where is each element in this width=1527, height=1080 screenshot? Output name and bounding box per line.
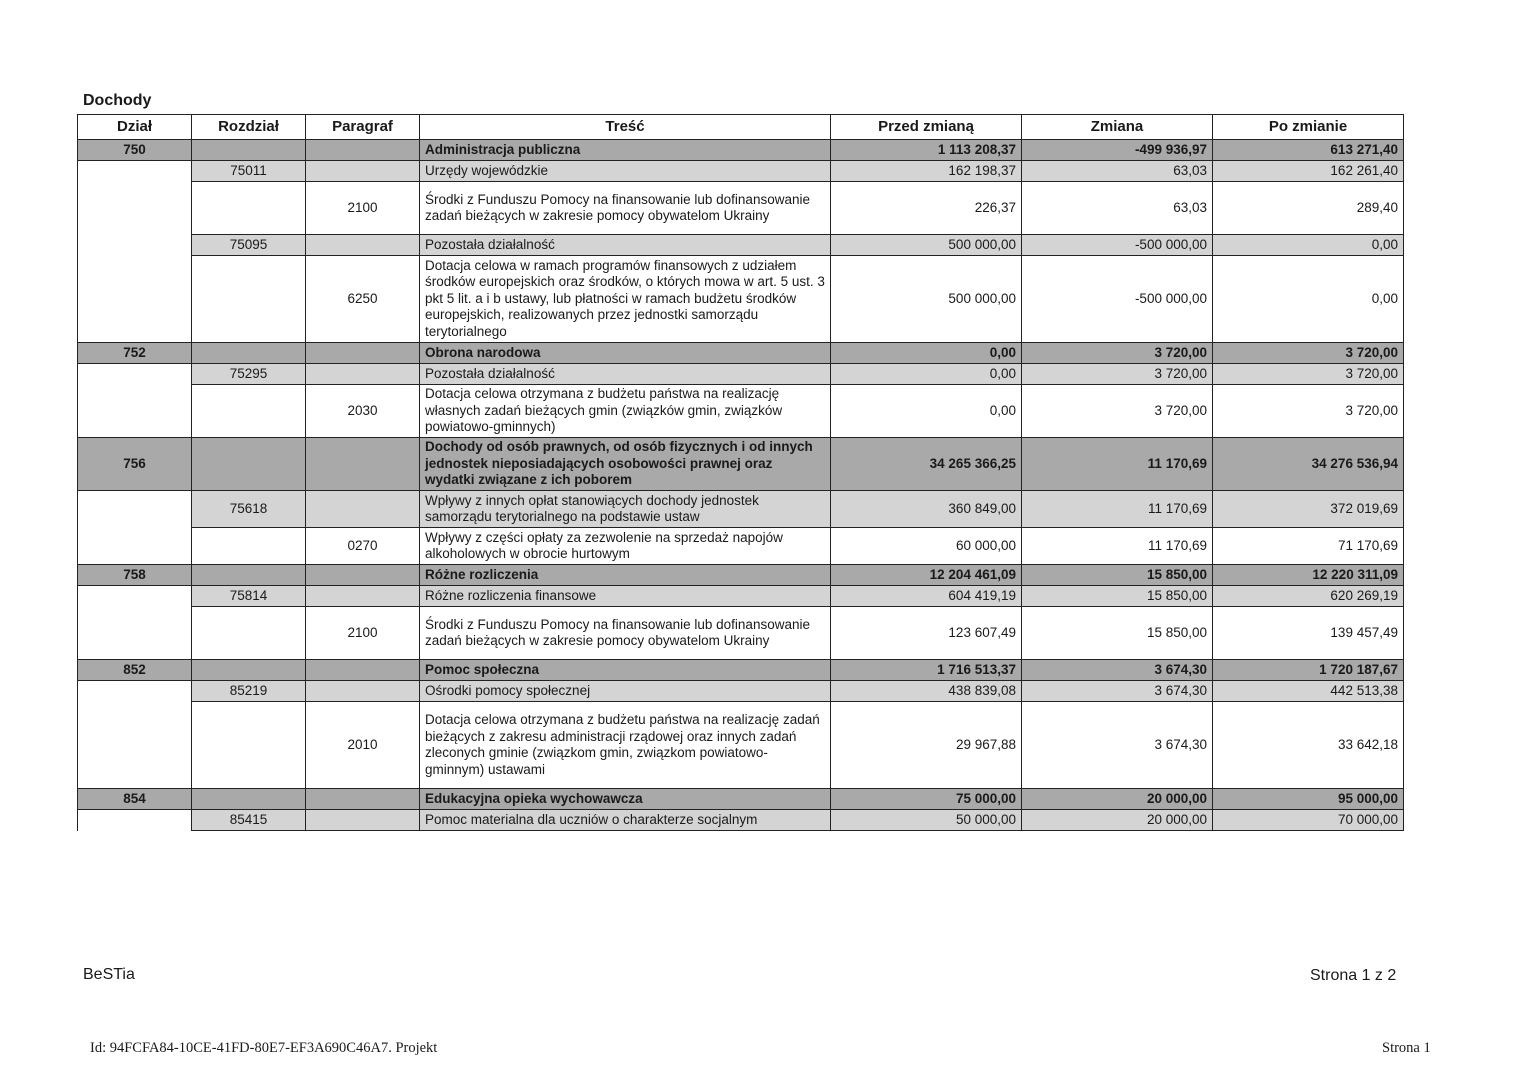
table-body bbox=[78, 140, 1404, 831]
cell-przed-zmiana: 162 198,37 bbox=[831, 161, 1022, 182]
column-header-przed-zmiana: Przed zmianą bbox=[831, 115, 1022, 140]
cell-rozdzial bbox=[192, 256, 306, 343]
column-header-dzial: Dział bbox=[78, 115, 192, 140]
table-row-dzial bbox=[78, 438, 1404, 491]
table-row-dzial bbox=[78, 343, 1404, 364]
cell-dzial bbox=[78, 256, 192, 343]
column-header-zmiana: Zmiana bbox=[1022, 115, 1213, 140]
cell-po-zmianie: 139 457,49 bbox=[1213, 607, 1404, 660]
cell-po-zmianie: 1 720 187,67 bbox=[1213, 660, 1404, 681]
cell-dzial bbox=[78, 702, 192, 789]
table-row-paragraf bbox=[78, 528, 1404, 565]
cell-zmiana: 63,03 bbox=[1022, 161, 1213, 182]
column-header-rozdzial: Rozdział bbox=[192, 115, 306, 140]
cell-dzial: 752 bbox=[78, 343, 192, 364]
cell-dzial: 854 bbox=[78, 789, 192, 810]
cell-tresc: Ośrodki pomocy społecznej bbox=[420, 681, 831, 702]
table-row-paragraf bbox=[78, 182, 1404, 235]
app-name-footer: BeSTia bbox=[83, 966, 135, 983]
cell-po-zmianie: 71 170,69 bbox=[1213, 528, 1404, 565]
cell-przed-zmiana: 34 265 366,25 bbox=[831, 438, 1022, 491]
cell-zmiana: 11 170,69 bbox=[1022, 438, 1213, 491]
cell-po-zmianie: 442 513,38 bbox=[1213, 681, 1404, 702]
cell-po-zmianie: 3 720,00 bbox=[1213, 385, 1404, 438]
cell-zmiana: 15 850,00 bbox=[1022, 565, 1213, 586]
cell-przed-zmiana: 1 113 208,37 bbox=[831, 140, 1022, 161]
cell-paragraf bbox=[306, 491, 420, 528]
section-title: Dochody bbox=[83, 92, 152, 109]
cell-po-zmianie: 289,40 bbox=[1213, 182, 1404, 235]
cell-tresc: Pomoc społeczna bbox=[420, 660, 831, 681]
table-row-paragraf bbox=[78, 385, 1404, 438]
cell-rozdzial: 85219 bbox=[192, 681, 306, 702]
cell-rozdzial bbox=[192, 660, 306, 681]
cell-tresc: Różne rozliczenia finansowe bbox=[420, 586, 831, 607]
cell-paragraf: 2100 bbox=[306, 182, 420, 235]
cell-dzial bbox=[78, 182, 192, 235]
cell-paragraf: 2030 bbox=[306, 385, 420, 438]
cell-rozdzial bbox=[192, 182, 306, 235]
cell-rozdzial bbox=[192, 343, 306, 364]
cell-rozdzial: 75095 bbox=[192, 235, 306, 256]
cell-rozdzial bbox=[192, 565, 306, 586]
cell-dzial: 758 bbox=[78, 565, 192, 586]
table-row-paragraf bbox=[78, 607, 1404, 660]
cell-paragraf bbox=[306, 681, 420, 702]
table-row-dzial bbox=[78, 565, 1404, 586]
table-row-rozdzial bbox=[78, 681, 1404, 702]
cell-dzial bbox=[78, 235, 192, 256]
cell-zmiana: 20 000,00 bbox=[1022, 789, 1213, 810]
cell-paragraf bbox=[306, 789, 420, 810]
cell-tresc: Pozostała działalność bbox=[420, 235, 831, 256]
cell-rozdzial bbox=[192, 702, 306, 789]
cell-przed-zmiana: 29 967,88 bbox=[831, 702, 1022, 789]
table-row-dzial bbox=[78, 789, 1404, 810]
cell-zmiana: -500 000,00 bbox=[1022, 256, 1213, 343]
table-row-rozdzial bbox=[78, 810, 1404, 831]
cell-dzial bbox=[78, 385, 192, 438]
cell-paragraf bbox=[306, 565, 420, 586]
cell-paragraf: 6250 bbox=[306, 256, 420, 343]
document-id: Id: 94FCFA84-10CE-41FD-80E7-EF3A690C46A7. Projekt bbox=[90, 1040, 438, 1056]
cell-przed-zmiana: 226,37 bbox=[831, 182, 1022, 235]
table-row-rozdzial bbox=[78, 491, 1404, 528]
cell-zmiana: 3 720,00 bbox=[1022, 364, 1213, 385]
cell-przed-zmiana: 12 204 461,09 bbox=[831, 565, 1022, 586]
cell-tresc: Obrona narodowa bbox=[420, 343, 831, 364]
column-header-paragraf: Paragraf bbox=[306, 115, 420, 140]
cell-zmiana: 3 720,00 bbox=[1022, 385, 1213, 438]
cell-dzial bbox=[78, 681, 192, 702]
cell-paragraf: 2100 bbox=[306, 607, 420, 660]
cell-po-zmianie: 162 261,40 bbox=[1213, 161, 1404, 182]
cell-paragraf bbox=[306, 235, 420, 256]
cell-zmiana: 3 674,30 bbox=[1022, 660, 1213, 681]
cell-przed-zmiana: 500 000,00 bbox=[831, 256, 1022, 343]
cell-przed-zmiana: 0,00 bbox=[831, 343, 1022, 364]
cell-przed-zmiana: 360 849,00 bbox=[831, 491, 1022, 528]
cell-tresc: Wpływy z części opłaty za zezwolenie na sprzedaż napojów alkoholowych w obrocie hurtowym bbox=[420, 528, 831, 565]
cell-tresc: Dochody od osób prawnych, od osób fizycznych i od innych jednostek nieposiadających osobowości prawnej oraz wydatki związane z ich poborem bbox=[420, 438, 831, 491]
cell-przed-zmiana: 0,00 bbox=[831, 364, 1022, 385]
cell-przed-zmiana: 75 000,00 bbox=[831, 789, 1022, 810]
cell-po-zmianie: 3 720,00 bbox=[1213, 343, 1404, 364]
cell-zmiana: 3 674,30 bbox=[1022, 681, 1213, 702]
table-row-rozdzial bbox=[78, 586, 1404, 607]
cell-rozdzial bbox=[192, 385, 306, 438]
cell-paragraf bbox=[306, 810, 420, 831]
cell-po-zmianie: 0,00 bbox=[1213, 256, 1404, 343]
table-row-rozdzial bbox=[78, 364, 1404, 385]
cell-po-zmianie: 3 720,00 bbox=[1213, 364, 1404, 385]
cell-przed-zmiana: 500 000,00 bbox=[831, 235, 1022, 256]
cell-tresc: Edukacyjna opieka wychowawcza bbox=[420, 789, 831, 810]
cell-zmiana: -500 000,00 bbox=[1022, 235, 1213, 256]
column-header-po-zmianie: Po zmianie bbox=[1213, 115, 1404, 140]
cell-paragraf bbox=[306, 161, 420, 182]
cell-tresc: Dotacja celowa otrzymana z budżetu państwa na realizację własnych zadań bieżących gmin (związków gmin, związków powiatowo-gminnych) bbox=[420, 385, 831, 438]
table-row-paragraf bbox=[78, 702, 1404, 789]
table-row-dzial bbox=[78, 140, 1404, 161]
cell-zmiana: 15 850,00 bbox=[1022, 586, 1213, 607]
cell-po-zmianie: 620 269,19 bbox=[1213, 586, 1404, 607]
cell-rozdzial: 75618 bbox=[192, 491, 306, 528]
column-header-tresc: Treść bbox=[420, 115, 831, 140]
table-row-dzial bbox=[78, 660, 1404, 681]
cell-tresc: Urzędy wojewódzkie bbox=[420, 161, 831, 182]
cell-dzial bbox=[78, 364, 192, 385]
cell-dzial bbox=[78, 161, 192, 182]
cell-tresc: Pozostała działalność bbox=[420, 364, 831, 385]
cell-zmiana: 11 170,69 bbox=[1022, 528, 1213, 565]
cell-tresc: Dotacja celowa w ramach programów finansowych z udziałem środków europejskich oraz środków, o których mowa w art. 5 ust. 3 pkt 5 lit. a i b ustawy, lub płatności w ramach budżetu środków europejskich, realizowanych przez jednostki samorządu terytorialnego bbox=[420, 256, 831, 343]
cell-po-zmianie: 0,00 bbox=[1213, 235, 1404, 256]
cell-tresc: Wpływy z innych opłat stanowiących dochody jednostek samorządu terytorialnego na podstawie ustaw bbox=[420, 491, 831, 528]
cell-przed-zmiana: 50 000,00 bbox=[831, 810, 1022, 831]
cell-paragraf bbox=[306, 364, 420, 385]
cell-dzial bbox=[78, 491, 192, 528]
budget-table bbox=[77, 114, 1404, 831]
cell-paragraf bbox=[306, 438, 420, 491]
cell-po-zmianie: 12 220 311,09 bbox=[1213, 565, 1404, 586]
cell-dzial: 852 bbox=[78, 660, 192, 681]
cell-przed-zmiana: 1 716 513,37 bbox=[831, 660, 1022, 681]
cell-zmiana: 15 850,00 bbox=[1022, 607, 1213, 660]
cell-paragraf bbox=[306, 586, 420, 607]
cell-paragraf bbox=[306, 140, 420, 161]
cell-po-zmianie: 33 642,18 bbox=[1213, 702, 1404, 789]
cell-rozdzial bbox=[192, 140, 306, 161]
cell-tresc: Pomoc materialna dla uczniów o charakterze socjalnym bbox=[420, 810, 831, 831]
cell-zmiana: 63,03 bbox=[1022, 182, 1213, 235]
cell-tresc: Różne rozliczenia bbox=[420, 565, 831, 586]
cell-rozdzial: 75814 bbox=[192, 586, 306, 607]
cell-rozdzial bbox=[192, 528, 306, 565]
cell-po-zmianie: 613 271,40 bbox=[1213, 140, 1404, 161]
cell-przed-zmiana: 123 607,49 bbox=[831, 607, 1022, 660]
cell-po-zmianie: 372 019,69 bbox=[1213, 491, 1404, 528]
document-page-label: Strona 1 bbox=[1382, 1040, 1431, 1056]
cell-zmiana: 11 170,69 bbox=[1022, 491, 1213, 528]
cell-dzial bbox=[78, 528, 192, 565]
cell-przed-zmiana: 0,00 bbox=[831, 385, 1022, 438]
cell-przed-zmiana: 60 000,00 bbox=[831, 528, 1022, 565]
cell-rozdzial bbox=[192, 438, 306, 491]
cell-paragraf bbox=[306, 660, 420, 681]
table-row-rozdzial bbox=[78, 235, 1404, 256]
cell-dzial: 756 bbox=[78, 438, 192, 491]
cell-dzial bbox=[78, 810, 192, 831]
cell-po-zmianie: 34 276 536,94 bbox=[1213, 438, 1404, 491]
cell-rozdzial: 75295 bbox=[192, 364, 306, 385]
table-row-rozdzial bbox=[78, 161, 1404, 182]
cell-tresc: Środki z Funduszu Pomocy na finansowanie lub dofinansowanie zadań bieżących w zakresie pomocy obywatelom Ukrainy bbox=[420, 182, 831, 235]
cell-dzial: 750 bbox=[78, 140, 192, 161]
cell-dzial bbox=[78, 607, 192, 660]
cell-po-zmianie: 95 000,00 bbox=[1213, 789, 1404, 810]
cell-rozdzial: 85415 bbox=[192, 810, 306, 831]
table-row-paragraf bbox=[78, 256, 1404, 343]
cell-przed-zmiana: 438 839,08 bbox=[831, 681, 1022, 702]
table-header-row bbox=[78, 115, 1404, 140]
cell-rozdzial bbox=[192, 607, 306, 660]
cell-dzial bbox=[78, 586, 192, 607]
cell-paragraf: 0270 bbox=[306, 528, 420, 565]
cell-tresc: Dotacja celowa otrzymana z budżetu państwa na realizację zadań bieżących z zakresu administracji rządowej oraz innych zadań zleconych gminie (związkom gmin, związkom powiatowo-gminnym) ustawami bbox=[420, 702, 831, 789]
cell-zmiana: -499 936,97 bbox=[1022, 140, 1213, 161]
cell-przed-zmiana: 604 419,19 bbox=[831, 586, 1022, 607]
cell-rozdzial: 75011 bbox=[192, 161, 306, 182]
cell-po-zmianie: 70 000,00 bbox=[1213, 810, 1404, 831]
cell-zmiana: 20 000,00 bbox=[1022, 810, 1213, 831]
cell-tresc: Administracja publiczna bbox=[420, 140, 831, 161]
cell-zmiana: 3 674,30 bbox=[1022, 702, 1213, 789]
cell-tresc: Środki z Funduszu Pomocy na finansowanie lub dofinansowanie zadań bieżących w zakresie pomocy obywatelom Ukrainy bbox=[420, 607, 831, 660]
cell-paragraf: 2010 bbox=[306, 702, 420, 789]
cell-paragraf bbox=[306, 343, 420, 364]
page-of-footer: Strona 1 z 2 bbox=[1310, 967, 1397, 984]
cell-rozdzial bbox=[192, 789, 306, 810]
cell-zmiana: 3 720,00 bbox=[1022, 343, 1213, 364]
